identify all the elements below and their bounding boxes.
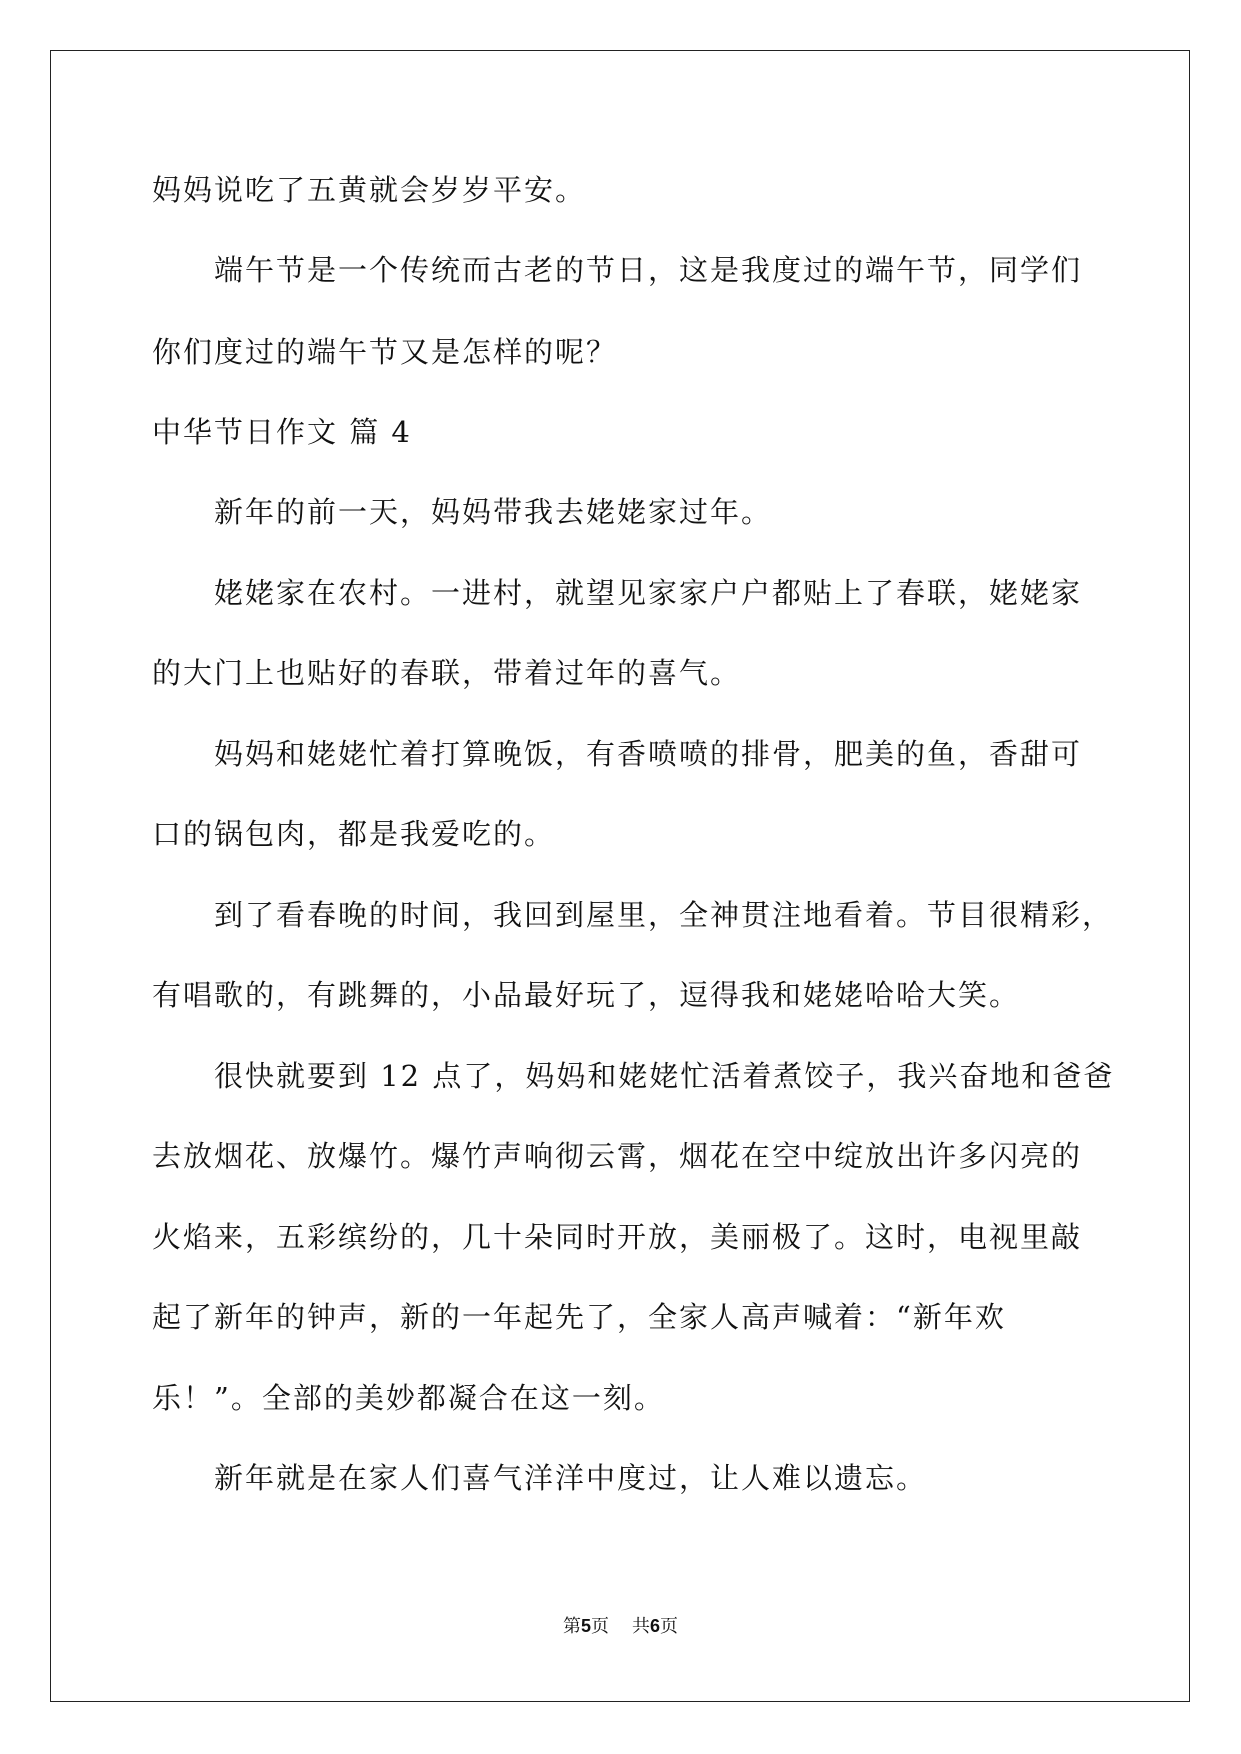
text-line: 很快就要到 12 点了，妈妈和姥姥忙活着煮饺子，我兴奋地和爸爸	[214, 1059, 1115, 1093]
text-line: 火焰来，五彩缤纷的，几十朵同时开放，美丽极了。这时，电视里敲	[152, 1220, 1083, 1254]
text-line: 新年的前一天，妈妈带我去姥姥家过年。	[214, 495, 773, 529]
page-border	[50, 50, 1190, 1702]
text-line: 的大门上也贴好的春联，带着过年的喜气。	[152, 656, 742, 690]
text-line: 到了看春晚的时间，我回到屋里，全神贯注地看着。节目很精彩，	[214, 898, 1114, 932]
text-line: 去放烟花、放爆竹。爆竹声响彻云霄，烟花在空中绽放出许多闪亮的	[152, 1139, 1083, 1173]
page-number: 5	[581, 1616, 592, 1636]
page-footer	[0, 1614, 1241, 1639]
text-line: 口的锅包肉，都是我爱吃的。	[152, 817, 556, 851]
page-unit: 页	[591, 1616, 610, 1637]
text-line: 有唱歌的，有跳舞的，小品最好玩了，逗得我和姥姥哈哈大笑。	[152, 978, 1021, 1012]
page-total: 6	[649, 1616, 660, 1636]
page-prefix: 第	[563, 1616, 582, 1637]
text-line: 姥姥家在农村。一进村，就望见家家户户都贴上了春联，姥姥家	[214, 576, 1083, 610]
text-line: 端午节是一个传统而古老的节日，这是我度过的端午节，同学们	[214, 253, 1083, 287]
text-line: 新年就是在家人们喜气洋洋中度过，让人难以遗忘。	[214, 1461, 928, 1495]
section-heading: 中华节日作文 篇 4	[152, 415, 412, 449]
text-line: 起了新年的钟声，新的一年起先了，全家人高声喊着：“新年欢	[152, 1300, 1006, 1334]
text-line: 妈妈和姥姥忙着打算晚饭，有香喷喷的排骨，肥美的鱼，香甜可	[214, 737, 1083, 771]
text-line: 你们度过的端午节又是怎样的呢？	[152, 335, 618, 369]
total-unit: 页	[659, 1616, 678, 1637]
text-line: 妈妈说吃了五黄就会岁岁平安。	[152, 173, 587, 207]
text-line: 乐！”。全部的美妙都凝合在这一刻。	[152, 1381, 665, 1415]
total-prefix: 共	[631, 1616, 650, 1637]
